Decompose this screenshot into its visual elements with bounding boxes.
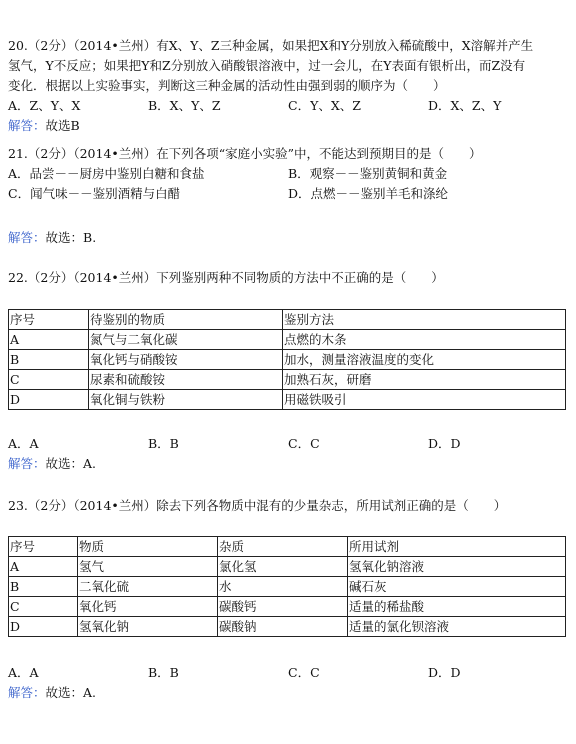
q20-option-d: D．X、Z、Y	[428, 98, 502, 113]
q23-option-c: C．C	[288, 665, 320, 680]
table-row	[9, 617, 566, 637]
table-cell: D	[9, 617, 78, 637]
q20-option-c: C．Y、X、Z	[288, 98, 361, 113]
q20-option-b: B．X、Y、Z	[148, 98, 221, 113]
q20-option-a: A．Z、Y、X	[8, 98, 81, 113]
q22-answer	[8, 454, 568, 474]
table-cell: 点燃的木条	[283, 330, 566, 350]
q23-answer	[8, 683, 568, 703]
q20-options	[8, 96, 568, 116]
table-header-cell: 物质	[78, 537, 218, 557]
q22-table-wrap	[8, 309, 568, 410]
q22-line1: 22.（2分）（2014•兰州）下列鉴别两种不同物质的方法中不正确的是（ ）	[8, 270, 444, 285]
q22-table	[8, 309, 566, 410]
q23-answer-label: 解答：	[8, 685, 46, 700]
q21-options-row2	[8, 184, 568, 204]
q22-option-a: A．A	[8, 436, 39, 451]
q22-answer-text: 故选：A.	[45, 456, 97, 471]
table-cell: 水	[218, 577, 348, 597]
table-cell: 碱石灰	[348, 577, 566, 597]
table-cell: 适量的氯化钡溶液	[348, 617, 566, 637]
q20-line3: 变化．根据以上实验事实，判断这三种金属的活动性由强到弱的顺序为（ ）	[8, 78, 446, 93]
table-cell: 氯化氢	[218, 557, 348, 577]
q21-option-c: C．闻气味－－鉴别酒精与白醋	[8, 186, 181, 201]
table-row	[9, 537, 566, 557]
table-cell: 氧化钙	[78, 597, 218, 617]
table-row	[9, 557, 566, 577]
table-cell: 加熟石灰，研磨	[283, 370, 566, 390]
table-row	[9, 370, 566, 390]
q21-answer-label: 解答：	[8, 230, 46, 245]
q22-option-d: D．D	[428, 436, 461, 451]
q22-options	[8, 434, 568, 454]
question-21	[8, 144, 568, 204]
table-cell: 氧化铜与铁粉	[89, 390, 283, 410]
table-cell: 适量的稀盐酸	[348, 597, 566, 617]
q23-options	[8, 663, 568, 683]
q22-footer	[8, 434, 568, 474]
table-cell: 用磁铁吸引	[283, 390, 566, 410]
table-header-cell: 所用试剂	[348, 537, 566, 557]
table-cell: C	[9, 597, 78, 617]
table-header-cell: 序号	[9, 537, 78, 557]
table-header-cell: 序号	[9, 310, 89, 330]
q23-table-wrap	[8, 536, 568, 637]
table-cell: A	[9, 557, 78, 577]
q23-line1: 23.（2分）（2014•兰州）除去下列各物质中混有的少量杂志，所用试剂正确的是（ ）	[8, 498, 507, 513]
table-cell: 氧化钙与硝酸铵	[89, 350, 283, 370]
q21-option-d: D．点燃－－鉴别羊毛和涤纶	[288, 186, 449, 201]
table-cell: B	[9, 577, 78, 597]
table-row	[9, 350, 566, 370]
table-cell: 二氧化硫	[78, 577, 218, 597]
q20-line2: 氢气，Y不反应；如果把Y和Z分别放入硝酸银溶液中，过一会儿，在Y表面有银析出，而Z没有	[8, 58, 526, 73]
q23-option-b: B．B	[148, 665, 179, 680]
table-cell: 氢氧化钠	[78, 617, 218, 637]
q22-answer-label: 解答：	[8, 456, 46, 471]
q22-option-b: B．B	[148, 436, 179, 451]
table-cell: B	[9, 350, 89, 370]
table-row	[9, 390, 566, 410]
table-row	[9, 330, 566, 350]
table-cell: 碳酸钠	[218, 617, 348, 637]
table-row	[9, 597, 566, 617]
q20-answer	[8, 116, 568, 136]
table-header-cell: 待鉴别的物质	[89, 310, 283, 330]
question-20	[8, 36, 568, 136]
table-header-cell: 鉴别方法	[283, 310, 566, 330]
table-cell: A	[9, 330, 89, 350]
table-cell: C	[9, 370, 89, 390]
q21-line1: 21.（2分）（2014•兰州）在下列各项“家庭小实验”中，不能达到预期目的是（ ）	[8, 146, 482, 161]
q20-answer-label: 解答：	[8, 118, 46, 133]
table-cell: 氢气	[78, 557, 218, 577]
q23-option-d: D．D	[428, 665, 461, 680]
q21-options-row1	[8, 164, 568, 184]
table-row	[9, 310, 566, 330]
table-header-cell: 杂质	[218, 537, 348, 557]
q21-option-a: A．品尝－－厨房中鉴别白糖和食盐	[8, 166, 205, 181]
q23-table	[8, 536, 566, 637]
table-cell: D	[9, 390, 89, 410]
q22-option-c: C．C	[288, 436, 320, 451]
table-row	[9, 577, 566, 597]
q20-answer-text: 故选B	[45, 118, 80, 133]
table-cell: 氢氧化钠溶液	[348, 557, 566, 577]
q21-option-b: B．观察－－鉴别黄铜和黄金	[288, 166, 448, 181]
table-cell: 氮气与二氧化碳	[89, 330, 283, 350]
table-cell: 尿素和硫酸铵	[89, 370, 283, 390]
table-cell: 加水，测量溶液温度的变化	[283, 350, 566, 370]
q23-option-a: A．A	[8, 665, 39, 680]
q21-answer	[8, 228, 568, 248]
q23-answer-text: 故选：A.	[45, 685, 97, 700]
table-cell: 碳酸钙	[218, 597, 348, 617]
q23-footer	[8, 663, 568, 703]
q21-answer-text: 故选：B.	[45, 230, 97, 245]
q20-line1: 20.（2分）（2014•兰州）有X、Y、Z三种金属，如果把X和Y分别放入稀硫酸中，X溶解并产生	[8, 38, 534, 53]
